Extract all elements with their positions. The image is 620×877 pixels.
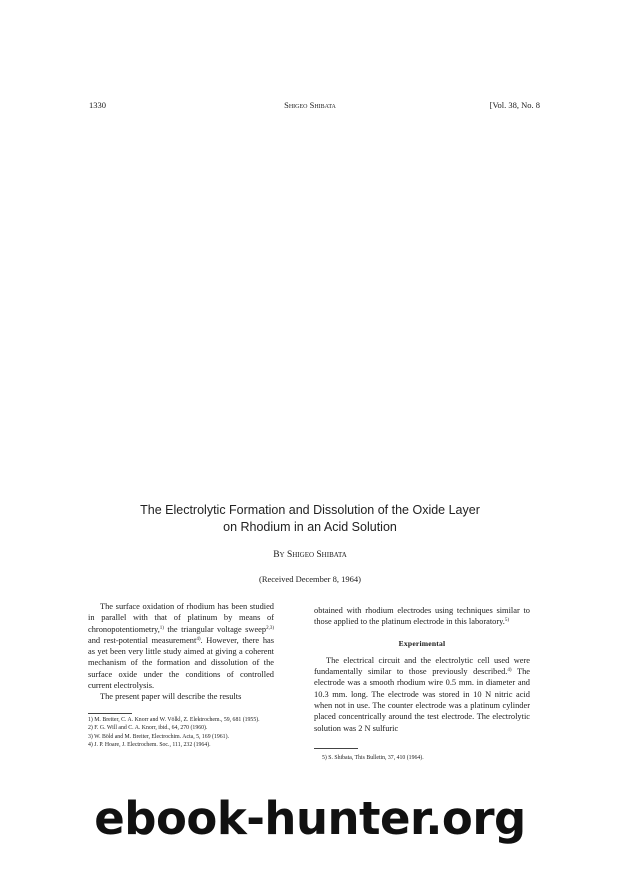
received-date: (Received December 8, 1964): [259, 574, 361, 584]
footnote-divider: [314, 748, 358, 749]
intro-paragraph: The surface oxidation of rhodium has been studied in parallel with that of platinum by means of chronopotentiometry,$^{1)}$ the triangular voltage sweep$^{2,3)}$ and rest-potential measurement$^{4)}$. However, there has as yet been very little study aimed at giving a coherent mechanism of the formation and dissolution of the surface oxide under the conditions of controlled current electrolysis.: [88, 602, 274, 691]
watermark: ebook-hunter.org: [94, 792, 526, 845]
byline: By Shigeo Shibata: [273, 550, 347, 560]
footnote: 4) J. P. Hoare, J. Electrochem. Soc., 111, 232 (1964).: [88, 742, 211, 749]
volume-info: [Vol. 38, No. 8: [489, 100, 540, 110]
running-head-author: Shigeo Shibata: [284, 100, 336, 110]
article-title: [60, 502, 560, 536]
present-paper-paragraph: The present paper will describe the results: [100, 692, 242, 702]
footnote: 3) W. Böld and M. Breiter, Electrochim. Acta, 5, 169 (1961).: [88, 733, 229, 740]
title-line-2: on Rhodium in an Acid Solution: [223, 520, 397, 534]
page-number: 1330: [89, 100, 106, 110]
experimental-paragraph: The electrical circuit and the electrolytic cell used were fundamentally similar to those previously described.$^{4)}$ The electrode was a smooth rhodium wire 0.5 mm. in diameter and 10.3 mm. long. The electrode was stored in 10 N nitric acid when not in use. The counter electrode was a platinum cylinder placed concentrically around the test electrode. The electrolytic solution was 2 N sulfuric: [314, 655, 530, 733]
title-line-1: The Electrolytic Formation and Dissolution of the Oxide Layer: [140, 503, 480, 517]
footnote: 2) F. G. Will and C. A. Knorr, ibid., 64, 270 (1960).: [88, 725, 208, 732]
footnote: 1) M. Breiter, C. A. Knorr and W. Völkl, Z. Elektrochem., 59, 681 (1955).: [88, 717, 260, 723]
footnote: 5) S. Shibata, This Bulletin, 37, 410 (1964).: [322, 755, 424, 761]
section-heading-experimental: Experimental: [398, 638, 446, 648]
footnote-divider: [88, 713, 132, 714]
right-column: [314, 605, 530, 734]
footnotes-left: [88, 716, 274, 750]
left-column: [88, 601, 274, 703]
continued-paragraph: obtained with rhodium electrodes using techniques similar to those applied to the platinum electrode in this laboratory.$^{5)}$: [314, 606, 530, 627]
footnotes-right: [322, 754, 532, 762]
